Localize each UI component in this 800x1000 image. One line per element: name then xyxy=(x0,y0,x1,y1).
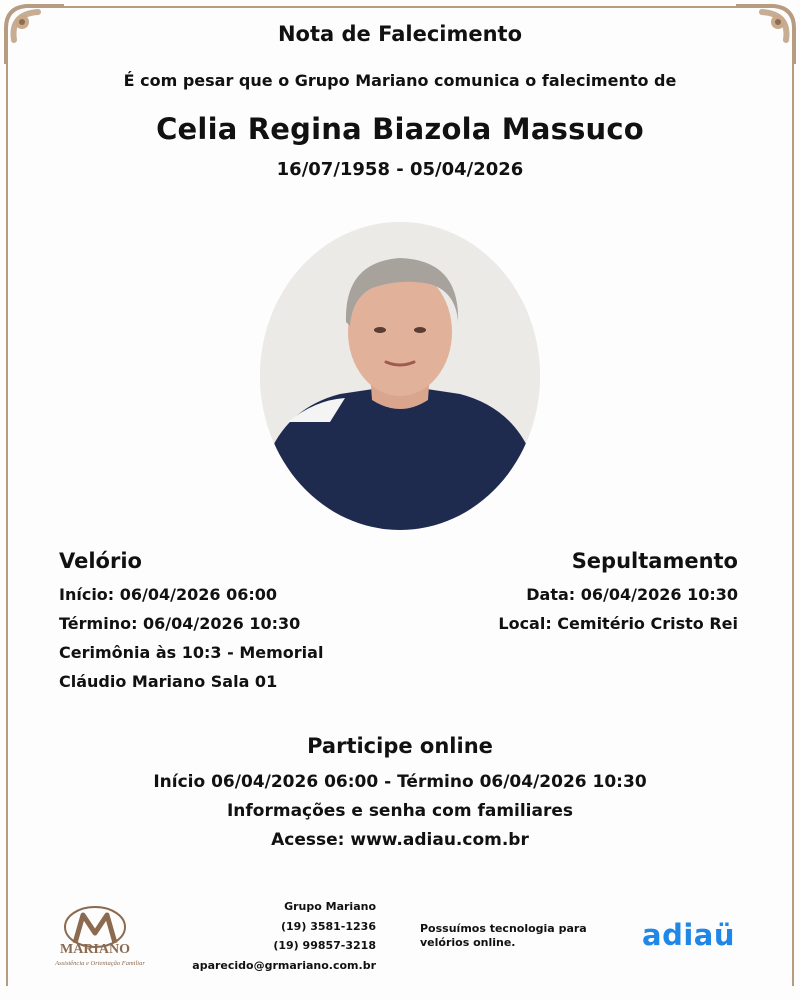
phone-2[interactable]: (19) 99857-3218 xyxy=(273,939,376,952)
page-title: Nota de Falecimento xyxy=(277,22,523,46)
adiau-logo: adiaü xyxy=(642,918,735,952)
online-schedule: Início 06/04/2026 06:00 - Término 06/04/2026 10:30 xyxy=(153,772,647,792)
velorio-start: Início: 06/04/2026 06:00 xyxy=(59,585,278,604)
tech-note xyxy=(420,922,610,950)
online-info: Informações e senha com familiares xyxy=(226,801,574,821)
velorio-section xyxy=(59,548,379,696)
burial-date: Data: 06/04/2026 10:30 xyxy=(526,585,738,604)
velorio-heading: Velório xyxy=(59,549,142,573)
online-website: Acesse: www.adiau.com.br xyxy=(271,830,529,850)
velorio-end: Término: 06/04/2026 10:30 xyxy=(59,614,301,633)
sepultamento-section xyxy=(418,548,738,638)
sepultamento-heading: Sepultamento xyxy=(571,549,738,573)
frame-top-border xyxy=(30,6,770,8)
logo-wordmark: MARIANO xyxy=(60,942,130,957)
burial-location: Local: Cemitério Cristo Rei xyxy=(498,614,738,633)
online-heading: Participe online xyxy=(307,734,493,758)
tech-note-line-2: velórios online. xyxy=(420,936,516,949)
mariano-logo xyxy=(45,905,155,970)
online-section xyxy=(0,734,800,855)
deceased-name: Celia Regina Biazola Massuco xyxy=(156,112,644,146)
announcement-text: É com pesar que o Grupo Mariano comunica o falecimento de xyxy=(123,71,677,90)
portrait-photo xyxy=(260,222,540,530)
contact-email[interactable]: aparecido@grmariano.com.br xyxy=(192,958,376,972)
ceremony-line-2: Cláudio Mariano Sala 01 xyxy=(59,672,278,691)
contact-block xyxy=(192,897,376,975)
company-name: Grupo Mariano xyxy=(284,900,376,913)
life-dates: 16/07/1958 - 05/04/2026 xyxy=(276,159,524,180)
tech-note-line-1: Possuímos tecnologia para xyxy=(420,922,587,935)
phone-1[interactable]: (19) 3581-1236 xyxy=(281,919,376,933)
logo-tagline: Assistência e Orientação Familiar xyxy=(55,960,145,967)
ceremony-line-1: Cerimônia às 10:3 - Memorial xyxy=(59,643,324,662)
